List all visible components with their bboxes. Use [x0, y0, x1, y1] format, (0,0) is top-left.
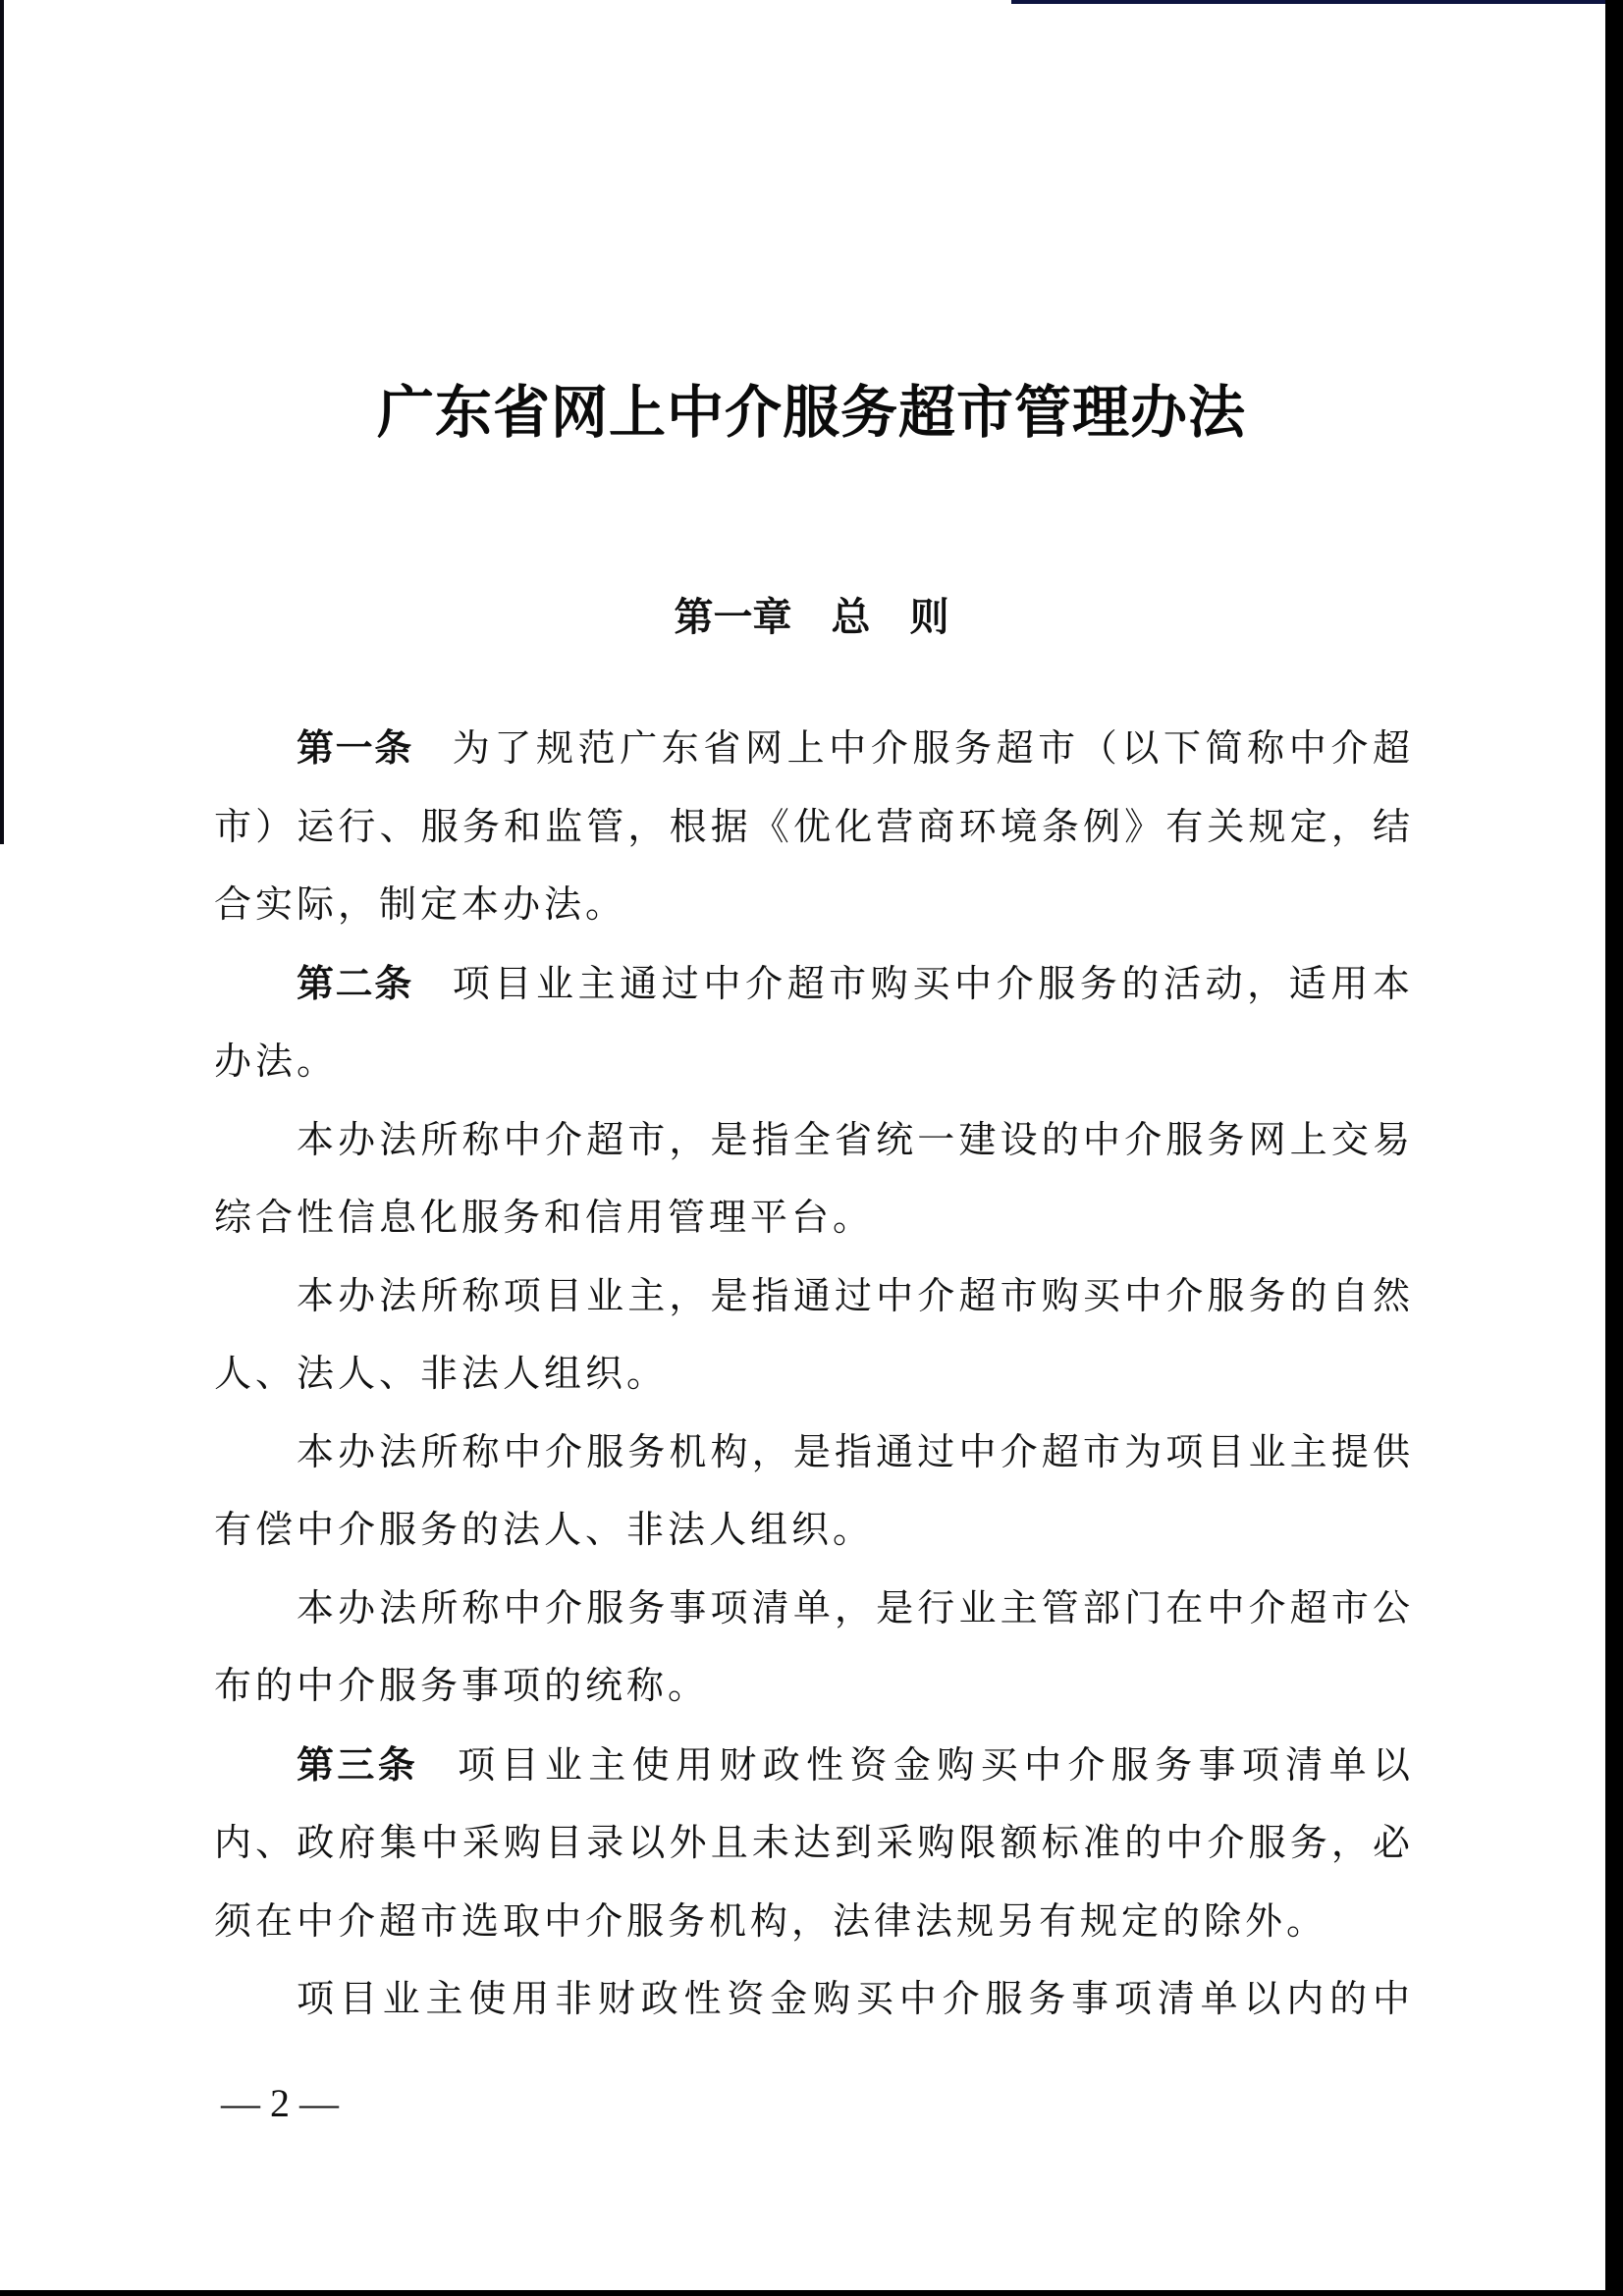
paragraph-text: 项目业主使用财政性资金购买中介服务事项清单以内、政府集中采购目录以外且未达到采购限额标准的中介服务，必须在中介超市选取中介服务机构，法律法规另有规定的除外。 — [214, 1742, 1414, 1943]
chapter-heading: 第一章 总 则 — [674, 594, 949, 640]
paragraph-text: 本办法所称中介服务机构，是指通过中介超市为项目业主提供有偿中介服务的法人、非法人组织。 — [214, 1429, 1414, 1551]
paragraph-definition-owner — [214, 1257, 1414, 1414]
paragraph-definition-supermarket — [214, 1101, 1414, 1257]
article-label: 第三条 — [297, 1741, 419, 1787]
scan-border-top — [1011, 0, 1610, 4]
paragraph-definition-list — [214, 1570, 1414, 1726]
document-body — [214, 709, 1414, 2039]
paragraph-definition-agency — [214, 1414, 1414, 1570]
document-title: 广东省网上中介服务超市管理办法 — [376, 379, 1246, 446]
paragraph-article-3 — [214, 1726, 1414, 1961]
scan-border-bottom — [0, 2290, 1623, 2296]
paragraph-text: 本办法所称中介超市，是指全省统一建设的中介服务网上交易综合性信息化服务和信用管理平台。 — [214, 1117, 1414, 1239]
paragraph-text: 项目业主通过中介超市购买中介服务的活动，适用本办法。 — [214, 961, 1414, 1083]
article-label: 第二条 — [297, 960, 413, 1005]
paragraph-non-fiscal — [214, 1960, 1414, 2039]
scan-border-right — [1605, 0, 1623, 2296]
article-label: 第一条 — [297, 725, 413, 770]
paragraph-text: 为了规范广东省网上中介服务超市（以下简称中介超市）运行、服务和监管，根据《优化营商环境条例》有关规定，结合实际，制定本办法。 — [214, 726, 1414, 926]
paragraph-text: 本办法所称中介服务事项清单，是行业主管部门在中介超市公布的中介服务事项的统称。 — [214, 1585, 1414, 1707]
paragraph-text: 本办法所称项目业主，是指通过中介超市购买中介服务的自然人、法人、非法人组织。 — [214, 1273, 1414, 1395]
page-number: — 2 — — [221, 2081, 339, 2125]
paragraph-article-1 — [214, 709, 1414, 944]
paragraph-text: 项目业主使用非财政性资金购买中介服务事项清单以内的中 — [297, 1977, 1414, 2020]
paragraph-article-2 — [214, 944, 1414, 1101]
